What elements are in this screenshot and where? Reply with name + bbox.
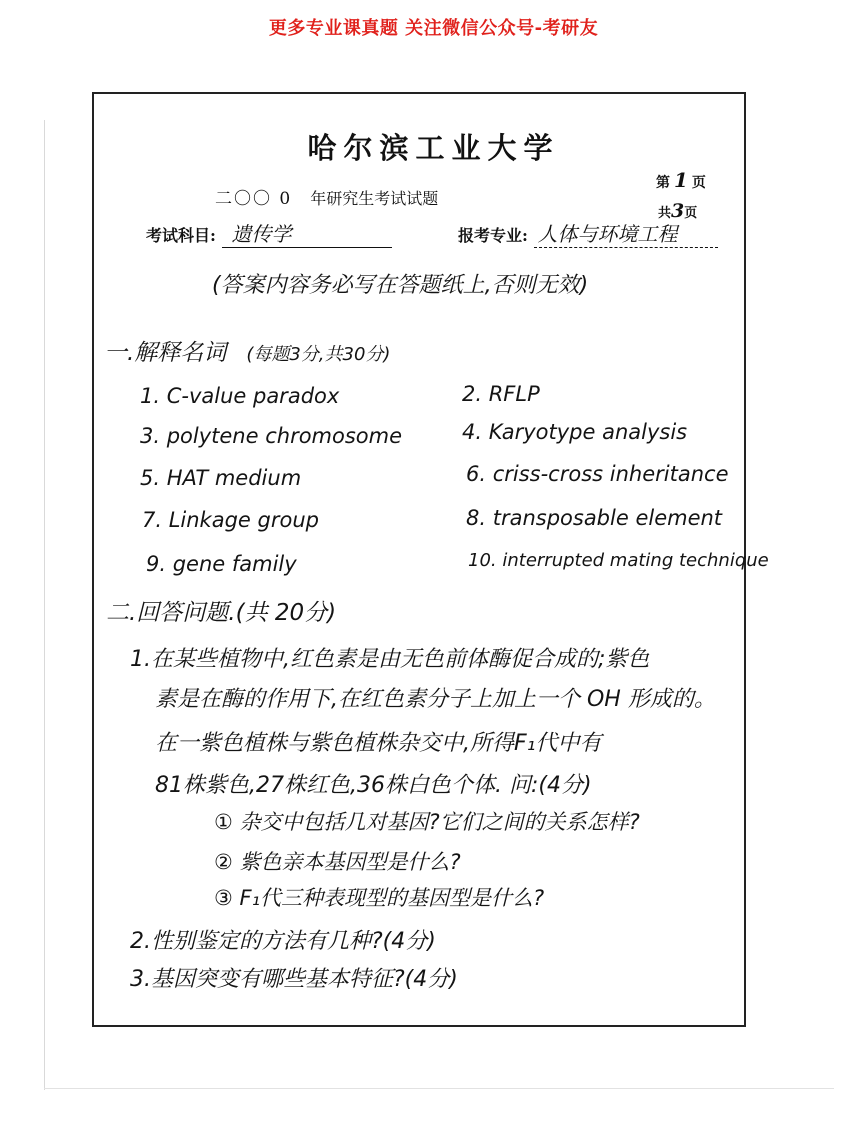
section1-title: 一.解释名词: [104, 340, 227, 366]
term-item: 4. Karyotype analysis: [462, 420, 688, 444]
scan-left-edge: [44, 120, 45, 1090]
section2-title: 二.回答问题.(共 20分): [106, 600, 337, 626]
subject-label: 考试科目:: [146, 226, 216, 245]
question1-line: 1.在某些植物中,红色素是由无色前体酶促合成的;紫色: [130, 647, 650, 672]
exam-year: 二〇〇 0: [215, 189, 293, 209]
term-item: 10. interrupted mating technique: [468, 550, 769, 571]
term-item: 6. criss-cross inheritance: [466, 462, 729, 486]
term-item: 9. gene family: [146, 552, 297, 576]
page-number-value: 1: [674, 168, 688, 192]
page-number: [656, 168, 706, 192]
term-item: 1. C-value paradox: [140, 384, 340, 408]
question3: 3.基因突变有哪些基本特征?(4分): [130, 967, 458, 992]
section1-heading: [104, 334, 390, 367]
term-item: 2. RFLP: [462, 382, 540, 406]
page-label-prefix: 第: [656, 175, 670, 191]
page-label-suffix: 页: [691, 175, 706, 191]
exam-title: 年研究生考试试题: [310, 189, 439, 208]
section1-subtitle: (每题3分,共30分): [246, 344, 391, 365]
major-field: [458, 218, 718, 248]
total-label-suffix: 页: [684, 206, 698, 221]
question1-subitem: ② 紫色亲本基因型是什么?: [214, 850, 461, 874]
question1-line: 素是在酶的作用下,在红色素分子上加上一个 OH 形成的。: [155, 687, 716, 712]
answer-note: (答案内容务必写在答题纸上,否则无效): [212, 273, 589, 298]
subject-row: [146, 218, 746, 248]
question1-subitem: ③ F₁代三种表现型的基因型是什么?: [214, 886, 545, 910]
total-pages-value: 3: [671, 200, 685, 222]
subject-value: 遗传学: [222, 218, 392, 248]
question1-line: 在一紫色植株与紫色植株杂交中,所得F₁代中有: [155, 731, 602, 756]
term-item: 5. HAT medium: [140, 466, 302, 490]
question1-line: 81株紫色,27株红色,36株白色个体. 问:(4分): [155, 773, 592, 798]
term-item: 3. polytene chromosome: [140, 424, 403, 448]
total-label-prefix: 共: [658, 206, 672, 221]
major-label: 报考专业:: [458, 226, 528, 245]
major-value: 人体与环境工程: [534, 218, 718, 248]
scan-bottom-edge: [44, 1088, 834, 1089]
question2: 2.性别鉴定的方法有几种?(4分): [130, 929, 436, 954]
promo-banner: 更多专业课真题 关注微信公众号-考研友: [268, 18, 599, 39]
university-title: 哈尔滨工业大学: [307, 131, 560, 165]
question1-subitem: ① 杂交中包括几对基因?它们之间的关系怎样?: [214, 810, 640, 834]
exam-heading: [215, 184, 438, 209]
term-item: 7. Linkage group: [142, 508, 319, 532]
term-item: 8. transposable element: [466, 506, 723, 530]
